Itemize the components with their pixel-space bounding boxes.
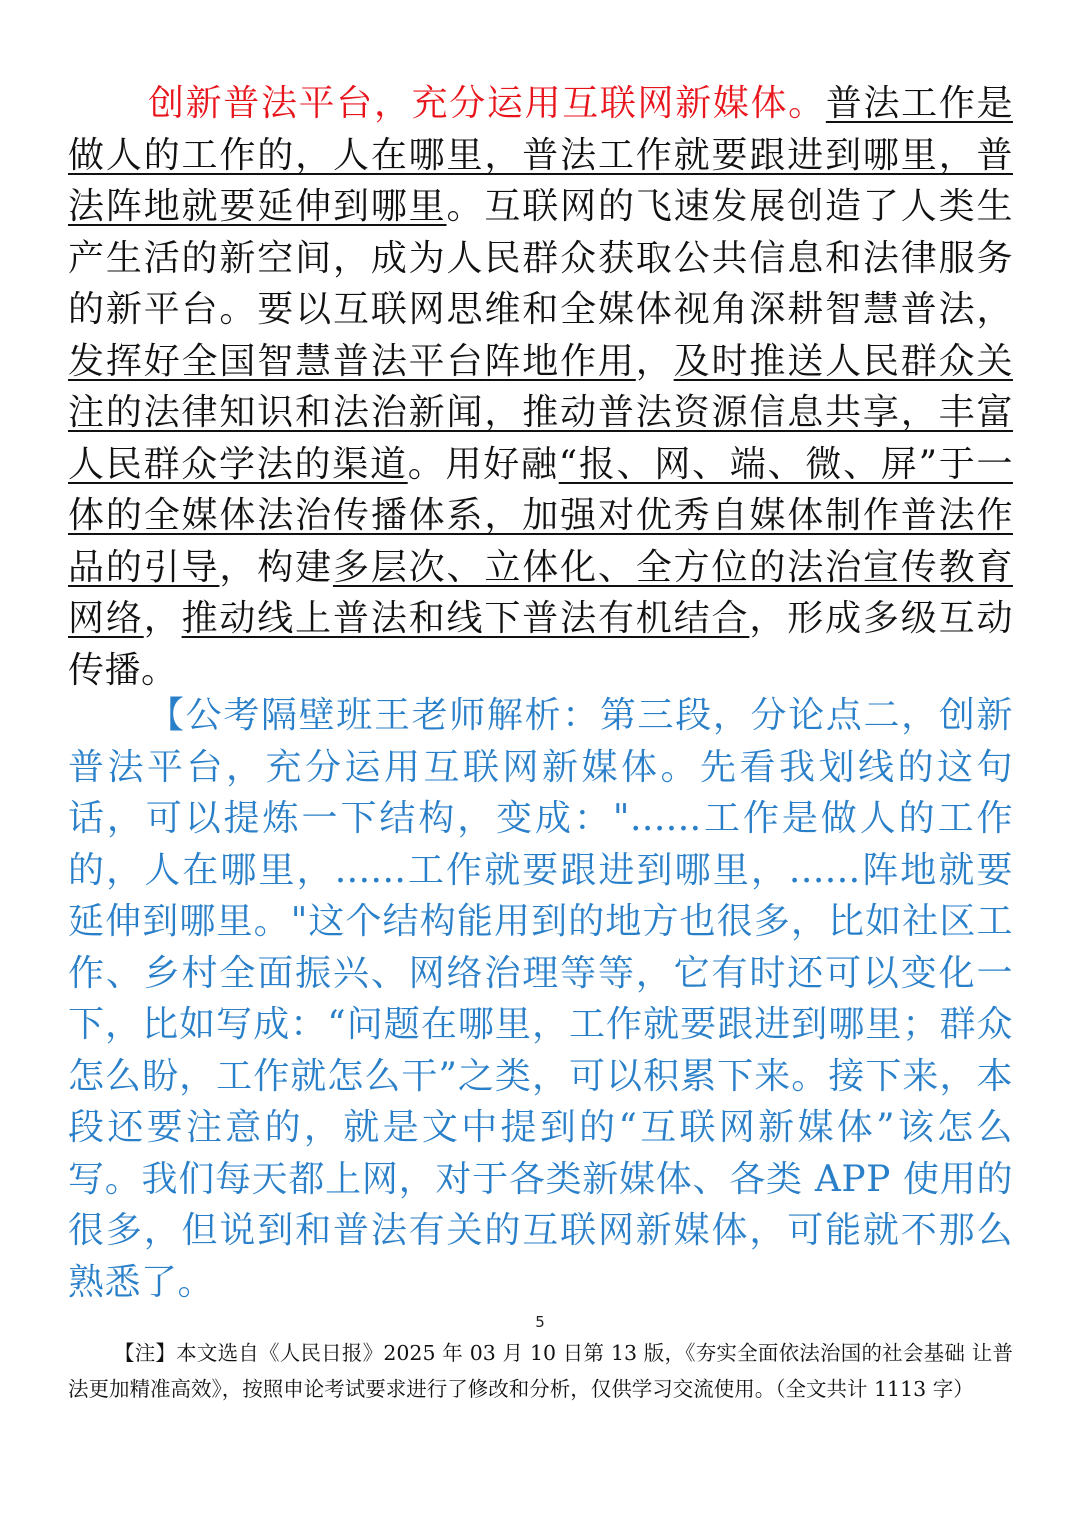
text-segment: ， <box>143 598 182 639</box>
underlined-text-segment: 普法工作是做人的工作的，人在哪里，普法工作就要跟进到哪里，普法阵地就要延伸到哪里 <box>68 83 1013 227</box>
text-segment: ，构建 <box>219 546 333 588</box>
underlined-text-segment: 发挥好全国智慧普法平台阵地作用 <box>68 340 636 382</box>
underlined-text-segment: 多层次、立体化、全方位的法治宣传教育网络 <box>68 546 1013 639</box>
underlined-text-segment: 及时推送人民群众关注的法律知识和法治新闻，推动普法资源信息共享，丰富人民群众学法的渠道 <box>68 340 1013 485</box>
underlined-text-segment: “报、网、端、微、屏”于一体的全媒体法治传播体系，加强对优秀自媒体制作普法作品的引导 <box>68 443 1013 588</box>
text-segment: 。互联网的飞速发展创造了人类生产生活的新空间，成为人民群众获取公共信息和法律服务的新平台。要以互联网思维和全媒体视角深耕智慧普法， <box>68 186 1013 330</box>
page-number: 5 <box>535 1313 545 1331</box>
text-segment: ，形成多级互动传播。 <box>68 598 1013 691</box>
main-paragraph-body <box>68 83 1013 691</box>
main-paragraph <box>68 78 1013 696</box>
analysis-paragraph: 【公考隔壁班王老师解析：第三段，分论点二，创新普法平台，充分运用互联网新媒体。先看我划线的这句话，可以提炼一下结构，变成："......工作是做人的工作的，人在哪里，......工作就要跟进到哪里，......阵地就要延伸到哪里。"这个结构能用到的地方也很多，比如社区工作、乡村全面振兴、网络治理等等，它有时还可以变化一下，比如写成：“问题在哪里，工作就要跟进到哪里；群众怎么盼，工作就怎么干”之类，可以积累下来。接下来，本段还要注意的，就是文中提到的“互联网新媒体”该怎么写。我们每天都上网，对于各类新媒体、各类 APP 使用的很多，但说到和普法有关的互联网新媒体，可能就不那么熟悉了。 <box>68 695 1013 1303</box>
text-segment: 。用好融 <box>407 443 559 485</box>
underlined-text-segment: 推动线上普法和线下普法有机结合 <box>181 598 750 639</box>
section-heading: 创新普法平台，充分运用互联网新媒体。 <box>148 83 826 124</box>
text-segment: ， <box>635 340 674 382</box>
footnote: 【注】本文选自《人民日报》2025 年 03 月 10 日第 13 版，《夯实全面依法治国的社会基础 让普法更加精准高效》，按照申论考试要求进行了修改和分析，仅供学习交流使用。（全文共计 1113 字） <box>68 1341 1013 1401</box>
